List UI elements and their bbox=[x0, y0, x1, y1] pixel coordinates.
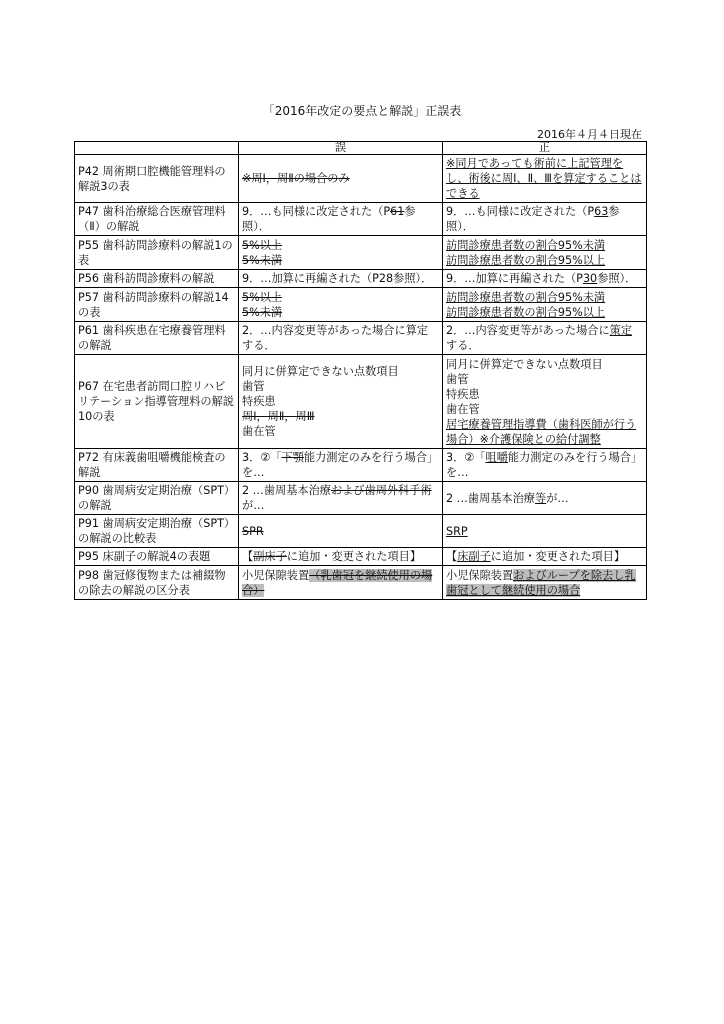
table-row bbox=[75, 288, 647, 322]
cell-line bbox=[242, 238, 439, 253]
cell-line bbox=[242, 424, 439, 439]
cell-line bbox=[242, 171, 439, 186]
cell-text: 能力測定のみを行う場合」を… bbox=[242, 451, 439, 479]
table-row bbox=[75, 449, 647, 482]
correct-cell bbox=[443, 155, 647, 203]
cell-text: が… bbox=[546, 491, 569, 505]
cell-text: 歯在管 bbox=[446, 402, 480, 416]
underlined-text: 訪問診療患者数の割合95%以上 bbox=[446, 305, 606, 319]
cell-text: 2．…内容変更等があった場合に bbox=[446, 324, 610, 337]
underlined-text: 63 bbox=[594, 205, 609, 218]
cell-line bbox=[242, 549, 439, 564]
correct-cell bbox=[443, 236, 647, 270]
cell-line bbox=[242, 394, 439, 409]
wrong-cell bbox=[239, 322, 443, 355]
cell-text: に追加・変更された項目】 bbox=[286, 550, 422, 563]
cell-line bbox=[446, 238, 643, 253]
section-cell: P55 歯科訪問診療料の解説1の表 bbox=[75, 236, 239, 270]
table-row bbox=[75, 355, 647, 449]
struck-text: ※周Ⅰ，周Ⅱの場合のみ bbox=[242, 172, 350, 185]
cell-text: 歯管 bbox=[242, 380, 265, 393]
cell-text: 【 bbox=[242, 550, 254, 563]
correct-cell bbox=[443, 203, 647, 236]
underlined-text: 咀嚼 bbox=[485, 451, 508, 464]
wrong-cell bbox=[239, 449, 443, 482]
underlined-text: 訪問診療患者数の割合95%以上 bbox=[446, 253, 606, 267]
cell-line bbox=[242, 568, 439, 598]
wrong-cell bbox=[239, 482, 443, 515]
struck-text: 61 bbox=[390, 205, 405, 218]
table-row bbox=[75, 548, 647, 566]
underlined-text: SRP bbox=[446, 524, 468, 538]
correct-cell bbox=[443, 548, 647, 566]
cell-text: 小児保隙装置 bbox=[242, 568, 310, 582]
correct-cell bbox=[443, 566, 647, 600]
section-cell: P42 周術期口腔機能管理料の解説3の表 bbox=[75, 155, 239, 203]
cell-line bbox=[242, 323, 439, 353]
cell-line bbox=[446, 402, 643, 417]
cell-line bbox=[242, 483, 439, 513]
struck-text: 周Ⅰ，周Ⅱ，周Ⅲ bbox=[242, 410, 315, 423]
cell-line bbox=[446, 491, 643, 506]
cell-text: 【 bbox=[446, 550, 458, 563]
cell-text: が… bbox=[242, 499, 265, 512]
correct-cell bbox=[443, 270, 647, 288]
underlined-text: 訪問診療患者数の割合95%未満 bbox=[446, 238, 606, 252]
cell-text: 2 …歯周基本治療 bbox=[446, 491, 535, 505]
cell-line bbox=[242, 305, 439, 320]
correct-cell bbox=[443, 515, 647, 548]
table-row bbox=[75, 155, 647, 203]
cell-line bbox=[242, 524, 439, 539]
underlined-text: 居宅療養管理指導費（歯科医師が行う場合）※介護保険との給付調整 bbox=[446, 417, 637, 446]
wrong-cell bbox=[239, 155, 443, 203]
cell-line bbox=[446, 323, 643, 353]
wrong-cell bbox=[239, 548, 443, 566]
cell-text: 歯管 bbox=[446, 372, 469, 386]
errata-table bbox=[74, 141, 647, 600]
section-cell: P47 歯科治療総合医療管理料（Ⅱ）の解説 bbox=[75, 203, 239, 236]
cell-line bbox=[446, 357, 643, 372]
cell-line bbox=[446, 372, 643, 387]
cell-text: 歯在管 bbox=[242, 425, 276, 438]
table-row bbox=[75, 515, 647, 548]
struck-text: 5%未満 bbox=[242, 305, 283, 319]
as-of-date: 2016年４月４日現在 bbox=[537, 128, 642, 141]
section-cell: P90 歯周病安定期治療（SPT）の解説 bbox=[75, 482, 239, 515]
underlined-text: 策定 bbox=[609, 324, 633, 337]
cell-line bbox=[242, 364, 439, 379]
struck-text: 5%以上 bbox=[242, 290, 283, 304]
section-cell: P67 在宅患者訪問口腔リハビリテーション指導管理料の解説10の表 bbox=[75, 355, 239, 449]
wrong-cell bbox=[239, 236, 443, 270]
header-row bbox=[75, 142, 647, 155]
cell-line bbox=[242, 290, 439, 305]
struck-text: 5%未満 bbox=[242, 253, 283, 267]
struck-text: （乳歯冠を継続使用の場合） bbox=[242, 568, 433, 597]
cell-text: 小児保隙装置 bbox=[446, 568, 514, 582]
cell-text: 特疾患 bbox=[446, 387, 480, 401]
wrong-cell bbox=[239, 566, 443, 600]
section-cell: P98 歯冠修復物または補綴物の除去の解説の区分表 bbox=[75, 566, 239, 600]
cell-line bbox=[446, 387, 643, 402]
wrong-cell bbox=[239, 270, 443, 288]
page-title: 「2016年改定の要点と解説」正誤表 bbox=[262, 104, 462, 118]
underlined-text: 床副子 bbox=[457, 550, 491, 563]
cell-text: 同月に併算定できない点数項目 bbox=[446, 357, 603, 371]
cell-text: 参照）． bbox=[446, 205, 620, 233]
cell-line bbox=[446, 271, 643, 286]
cell-text: 能力測定のみを行う場合」を… bbox=[446, 451, 643, 479]
table-row bbox=[75, 482, 647, 515]
header-wrong: 誤 bbox=[239, 142, 443, 155]
cell-text: 参照）． bbox=[597, 272, 637, 285]
underlined-text: 訪問診療患者数の割合95%未満 bbox=[446, 290, 606, 304]
cell-text: 9．…も同様に改定された（P bbox=[446, 205, 595, 218]
cell-text: 9．…も同様に改定された（P bbox=[242, 205, 391, 218]
cell-line bbox=[242, 253, 439, 268]
cell-text: 2．…内容変更等があった場合に算定する． bbox=[242, 324, 429, 352]
underlined-text: 30 bbox=[582, 272, 598, 285]
section-cell: P72 有床義歯咀嚼機能検査の解説 bbox=[75, 449, 239, 482]
cell-text: 2 …歯周基本治療 bbox=[242, 484, 331, 497]
cell-text: 9．…加算に再編された（P28参照）． bbox=[242, 272, 433, 285]
cell-line bbox=[446, 253, 643, 268]
cell-line bbox=[242, 204, 439, 234]
cell-line bbox=[446, 417, 643, 447]
cell-text: 9．…加算に再編された（P bbox=[446, 272, 583, 285]
cell-text: 3．②「 bbox=[242, 451, 282, 464]
cell-line bbox=[242, 271, 439, 286]
section-cell: P61 歯科疾患在宅療養管理料の解説 bbox=[75, 322, 239, 355]
cell-line bbox=[446, 290, 643, 305]
cell-line bbox=[446, 204, 643, 234]
cell-line bbox=[242, 379, 439, 394]
correct-cell bbox=[443, 449, 647, 482]
cell-line bbox=[446, 156, 643, 201]
underlined-text: 等 bbox=[535, 491, 547, 505]
struck-text: および歯周外科手術 bbox=[331, 484, 432, 497]
header-correct: 正 bbox=[443, 142, 647, 155]
wrong-cell bbox=[239, 203, 443, 236]
struck-text: SPR bbox=[242, 524, 264, 538]
cell-line bbox=[446, 305, 643, 320]
cell-line bbox=[446, 450, 643, 480]
cell-text: 特疾患 bbox=[242, 395, 276, 408]
table-row bbox=[75, 322, 647, 355]
table-row bbox=[75, 236, 647, 270]
underlined-text: ※同月であっても術前に上記管理をし、術後に周Ⅰ、Ⅱ、Ⅲを算定することはできる bbox=[446, 157, 642, 200]
section-cell: P95 床副子の解説4の表題 bbox=[75, 548, 239, 566]
struck-text: 副床子 bbox=[253, 550, 287, 563]
cell-line bbox=[446, 549, 643, 564]
section-cell: P57 歯科訪問診療料の解説14の表 bbox=[75, 288, 239, 322]
struck-text: 5%以上 bbox=[242, 238, 283, 252]
wrong-cell bbox=[239, 515, 443, 548]
cell-text: 同月に併算定できない点数項目 bbox=[242, 365, 399, 378]
cell-text: 3．②「 bbox=[446, 451, 486, 464]
table-row bbox=[75, 566, 647, 600]
cell-line bbox=[242, 450, 439, 480]
cell-line bbox=[242, 409, 439, 424]
cell-line bbox=[446, 524, 643, 539]
correct-cell bbox=[443, 355, 647, 449]
cell-text: 参照）． bbox=[242, 205, 416, 233]
underlined-text: およびループを除去し乳歯冠として継続使用の場合 bbox=[446, 568, 636, 597]
table-row bbox=[75, 270, 647, 288]
correct-cell bbox=[443, 482, 647, 515]
struck-text: 下顎 bbox=[281, 451, 304, 464]
correct-cell bbox=[443, 288, 647, 322]
cell-text: する． bbox=[446, 339, 480, 352]
header-section bbox=[75, 142, 239, 155]
table-row bbox=[75, 203, 647, 236]
cell-line bbox=[446, 568, 643, 598]
wrong-cell bbox=[239, 288, 443, 322]
section-cell: P91 歯周病安定期治療（SPT）の解説の比較表 bbox=[75, 515, 239, 548]
cell-text: に追加・変更された項目】 bbox=[490, 550, 626, 563]
section-cell: P56 歯科訪問診療料の解説 bbox=[75, 270, 239, 288]
correct-cell bbox=[443, 322, 647, 355]
wrong-cell bbox=[239, 355, 443, 449]
